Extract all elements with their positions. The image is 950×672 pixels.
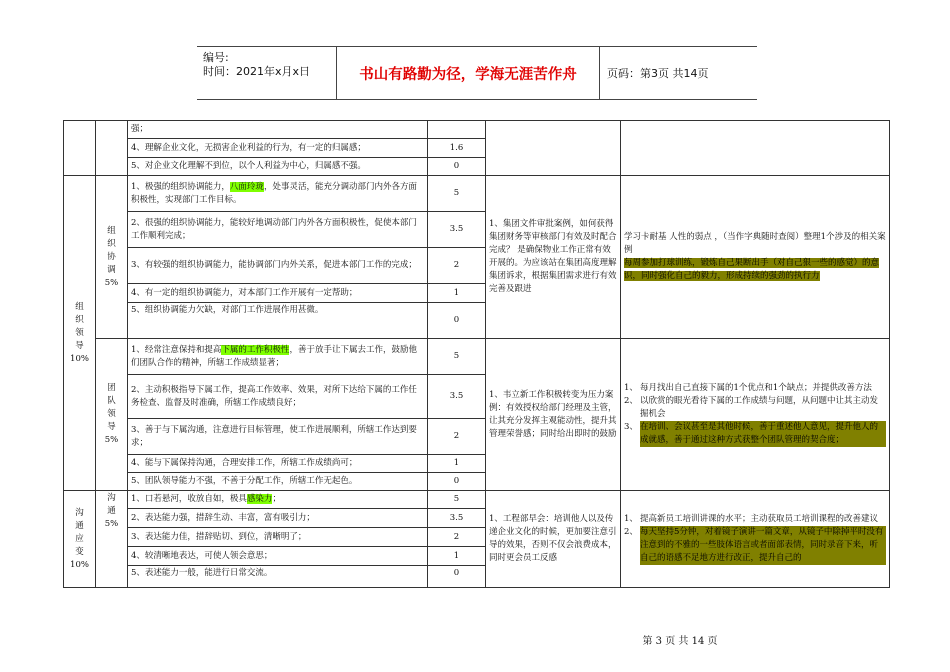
subcategory-cell [96,121,128,176]
header-meta [197,47,337,99]
number-label: 编号: [203,51,229,64]
table-row [64,176,890,212]
plan-item: 1、 每月找出自己直接下属的1个优点和1个缺点；并提供改善方法 [624,383,872,393]
score-cell: 5 [428,339,486,375]
score-cell: 2 [428,528,486,547]
criteria-text: 2、很强的组织协调能力，能较好地调动部门内外各方面积极性，促使本部门工作顺利完成； [128,212,428,248]
criteria-text: 3、有较强的组织协调能力，能协调部门内外关系，促进本部门工作的完成； [128,248,428,284]
score-cell: 5 [428,176,486,212]
motto: 书山有路勤为径，学海无涯苦作舟 [337,47,600,99]
subcategory-label: 沟 通 5% [96,491,128,588]
criteria-text: 5、组织协调能力欠缺，对部门工作进展作用甚微。 [128,303,428,339]
criteria-text: 3、善于与下属沟通，注意进行目标管理，使工作进展顺利，所辖工作达到要求； [128,419,428,455]
criteria-text: 1、极强的组织协调能力，八面玲珑，处事灵活，能充分调动部门内外各方面积极性，实现部门工作目标。 [128,176,428,212]
criteria-text: 4、理解企业文化，无损害企业利益的行为，有一定的归属感； [128,139,428,158]
plan-item: 2、 以欣赏的眼光看待下属的工作成绩与问题，从问题中让其主动发掘机会 [624,396,879,419]
score-cell: 5 [428,491,486,509]
date-label: 时间：2021年x月x日 [203,65,311,78]
criteria-text: 4、较清晰地表达，可使人领会意思； [128,547,428,566]
category-label: 沟 通 应 变 10% [64,491,96,588]
plan-cell [621,339,890,491]
page-header [197,46,757,100]
score-cell: 3.5 [428,509,486,528]
plan-item: 1、 提高新员工培训讲课的水平；主动获取员工培训课程的改善建议 [624,514,879,524]
plan-cell [621,491,890,588]
criteria-text: 5、表述能力一般，能进行日常交流。 [128,566,428,588]
score-cell: 0 [428,566,486,588]
page-footer: 第 3 页 共 14 页 [642,636,718,647]
highlight: 感染力 [246,494,273,504]
case-cell: 1、工程部早会：培训他人以及传递企业文化的时候，更加要注意引导的效果，否则不仅会浪费成本，同时更会员工反感 [486,491,621,588]
case-cell: 1、韦立新工作积极转变为压力案例：有效授权给部门经理及主管，让其充分发挥主观能动性，提升其管理荣誉感；同时给出即时的鼓励 [486,339,621,491]
criteria-text: 1、口若悬河，收放自如，极具感染力； [128,491,428,509]
criteria-text: 1、经常注意保持和提高下属的工作积极性，善于放手让下属去工作，鼓励他们团队合作的精神，所辖工作成绩显著； [128,339,428,375]
plan-item: 2、 每天坚持5分钟，对着镜子演讲一篇文章，从镜子中除掉平时没有注意到的不雅的一些肢体语言或者面部表情，同时录音下来，听自己的语感不足地方进行改正，提升自己的 [624,526,886,565]
criteria-text: 4、有一定的组织协调能力，对本部门工作开展有一定帮助； [128,284,428,303]
case-cell: 1、集团文件审批案例，如何获得集团财务等审核部门有效及时配合完成？ 是确保物业工作正常有效开展的。为应该站在集团高度理解集团诉求，根据集团需求进行有效完善及跟进 [486,176,621,339]
criteria-text: 4、能与下属保持沟通，合理安排工作，所辖工作成绩尚可； [128,455,428,473]
category-label: 组 织 领 导 10% [64,176,96,491]
criteria-text: 2、表达能力强，措辞生动、丰富，富有吸引力； [128,509,428,528]
highlight: 下属的工作积极性 [221,344,290,355]
criteria-text: 强； [128,121,428,139]
score-cell: 3.5 [428,212,486,248]
table-row [64,339,890,375]
score-cell: 0 [428,473,486,491]
score-cell: 1 [428,284,486,303]
subcategory-label: 团 队 领 导 5% [96,339,128,491]
score-cell: 3.5 [428,375,486,419]
score-cell: 1.6 [428,139,486,158]
evaluation-table [63,120,890,588]
score-cell: 0 [428,303,486,339]
score-cell: 0 [428,158,486,176]
plan-item: 3、 在培训、会议甚至是其他时候，善于重述他人意见，提升他人的成就感，善于通过这种方式获整个团队管理的契合度； [624,421,886,447]
score-cell [428,121,486,139]
case-cell [486,121,621,176]
plan-text: 学习卡耐基 人性的弱点 ，（当作字典随时查阅）整理1个涉及的相关案例 [624,232,886,255]
score-cell: 2 [428,419,486,455]
table-row [64,491,890,509]
page-number-label: 页码：第3页 共14页 [607,67,709,80]
category-cell [64,121,96,176]
plan-text-highlight: 每周参加打球训练，锻炼自己果断出手（对自己狠一些的感觉）的意识，同时强化自己的毅力，形成持续的强劲的执行力 [624,258,880,281]
score-cell: 1 [428,455,486,473]
criteria-text: 5、团队领导能力不强，不善于分配工作，所辖工作无起色。 [128,473,428,491]
table-row [64,121,890,139]
score-cell: 1 [428,547,486,566]
plan-cell [621,176,890,339]
score-cell: 2 [428,248,486,284]
plan-cell [621,121,890,176]
highlight: 八面玲珑 [229,181,264,192]
criteria-text: 5、对企业文化理解不到位，以个人利益为中心，归属感不强。 [128,158,428,176]
subcategory-label: 组 织 协 调 5% [96,176,128,339]
criteria-text: 2、主动积极指导下属工作，提高工作效率、效果，对所下达给下属的工作任务检查、监督及时准确，所辖工作成绩良好； [128,375,428,419]
criteria-text: 3、表达能力佳，措辞贴切、到位，清晰明了； [128,528,428,547]
